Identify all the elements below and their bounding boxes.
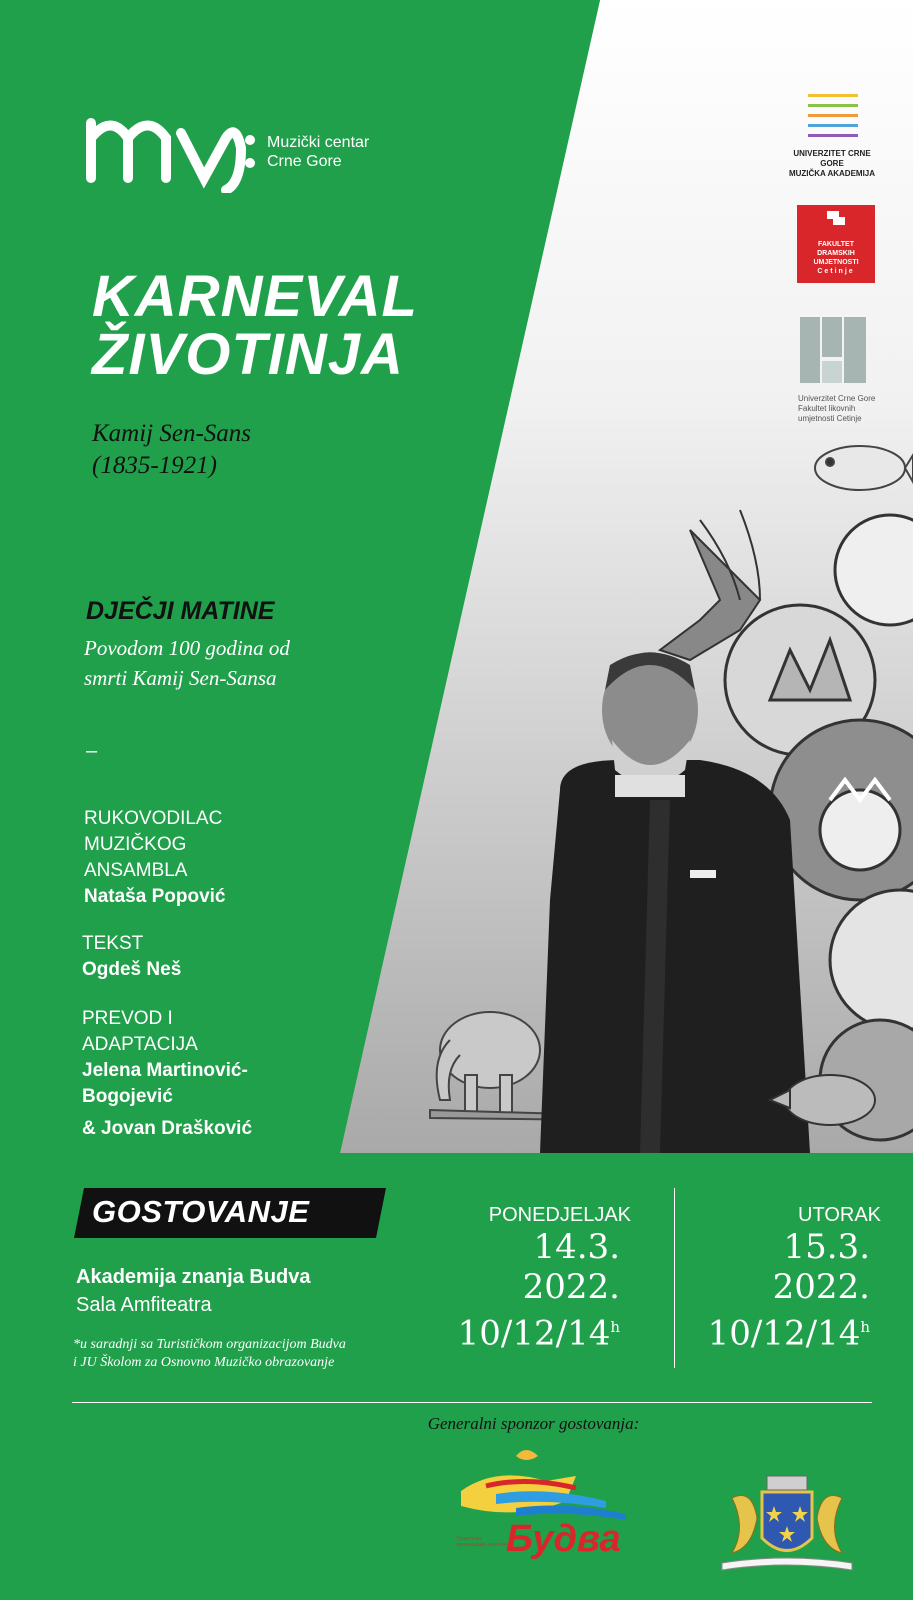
date-value: 15.3. xyxy=(783,1227,870,1267)
fdu-line-2: DRAMSKIH xyxy=(817,250,855,257)
event-desc-line-1: Povodom 100 godina od xyxy=(84,636,290,660)
tour-badge-text: GOSTOVANJE xyxy=(92,1194,310,1229)
credit-name: Nataša Popović xyxy=(84,886,226,907)
date-time-suffix: h xyxy=(860,1318,870,1336)
credit-role-line: MUZIČKOG xyxy=(84,834,187,855)
budva-coat-of-arms xyxy=(702,1468,872,1578)
flu-logo xyxy=(798,315,888,424)
credit-role-line: TEKST xyxy=(82,933,144,954)
budva-tourism-logo xyxy=(456,1446,646,1566)
credit-role-line: ADAPTACIJA xyxy=(82,1034,198,1055)
date-day: UTORAK xyxy=(798,1204,881,1226)
logo-line-1: Muzički centar xyxy=(267,134,370,151)
coat-of-arms-icon xyxy=(702,1468,872,1578)
date-time: 10/12/14 xyxy=(707,1313,861,1354)
flu-line-2: Fakultet likovnih xyxy=(798,404,856,413)
note-line-1: *u saradnji sa Turističkom organizacijom Budva xyxy=(73,1337,346,1352)
date-time-suffix: h xyxy=(610,1318,620,1336)
fdu-mark-icon xyxy=(797,205,875,235)
date-block-monday xyxy=(430,1203,634,1353)
credit-translation xyxy=(82,1006,252,1142)
date-year: 2022. xyxy=(772,1267,870,1307)
event-description xyxy=(84,633,290,693)
flu-line-3: umjetnosti Cetinje xyxy=(798,414,862,423)
flu-line-1: Univerzitet Crne Gore xyxy=(798,394,876,403)
ucg-music-academy-logo xyxy=(790,92,875,179)
venue-name: Akademija znanja Budva xyxy=(76,1266,311,1288)
credit-text xyxy=(82,931,181,983)
credit-name: Bogojević xyxy=(82,1086,173,1107)
credit-name: & Jovan Drašković xyxy=(82,1118,253,1139)
flu-mark-icon xyxy=(798,315,870,385)
event-desc-line-2: smrti Kamij Sen-Sansa xyxy=(84,666,277,690)
date-time: 10/12/14 xyxy=(457,1313,611,1354)
date-block-tuesday xyxy=(680,1203,884,1353)
credit-name: Ogdeš Neš xyxy=(82,959,182,980)
note-line-2: i JU Školom za Osnovno Muzičko obrazovanje xyxy=(73,1355,335,1370)
main-title xyxy=(92,264,418,387)
section-divider xyxy=(72,1402,872,1403)
tour-badge xyxy=(74,1188,386,1238)
venue-hall: Sala Amfiteatra xyxy=(76,1294,212,1316)
title-line-1: KARNEVAL xyxy=(92,264,418,329)
music-center-logo xyxy=(86,108,256,198)
credit-role-line: RUKOVODILAC xyxy=(84,808,223,829)
logo-line-2: Crne Gore xyxy=(267,153,342,170)
date-year: 2022. xyxy=(522,1267,620,1307)
event-type: DJEČJI MATINE xyxy=(86,597,275,625)
fdu-line-3: UMJETNOSTI xyxy=(813,259,859,266)
ucg-line-2: MUZIČKA AKADEMIJA xyxy=(788,169,876,178)
music-center-logo-mark xyxy=(86,108,256,193)
budva-wordmark: Будва xyxy=(506,1518,621,1560)
composer-block xyxy=(92,418,251,482)
date-divider xyxy=(674,1188,675,1368)
budva-small-text: Туристичка организација општине xyxy=(456,1536,508,1548)
credit-role-line: PREVOD I xyxy=(82,1008,173,1029)
sponsor-label: Generalni sponzor gostovanja: xyxy=(427,1414,640,1433)
rainbow-lines-icon xyxy=(790,92,875,144)
date-value: 14.3. xyxy=(533,1227,620,1267)
credit-name: Jelena Martinović- xyxy=(82,1060,248,1081)
title-line-2: ŽIVOTINJA xyxy=(92,322,404,387)
fdu-line-1: FAKULTET xyxy=(817,241,855,248)
logo-text xyxy=(267,133,369,171)
composer-years: (1835-1921) xyxy=(92,452,217,479)
fdu-line-4: Cetinje xyxy=(817,268,855,275)
separator-dash: – xyxy=(86,740,98,762)
date-day: PONEDJELJAK xyxy=(488,1204,631,1226)
cooperation-note xyxy=(73,1336,346,1372)
ucg-line-1: UNIVERZITET CRNE GORE xyxy=(793,149,871,168)
fdu-logo xyxy=(797,205,875,283)
composer-name: Kamij Sen-Sans xyxy=(92,420,252,447)
credit-role-line: ANSAMBLA xyxy=(84,860,188,881)
credit-director xyxy=(84,806,226,910)
